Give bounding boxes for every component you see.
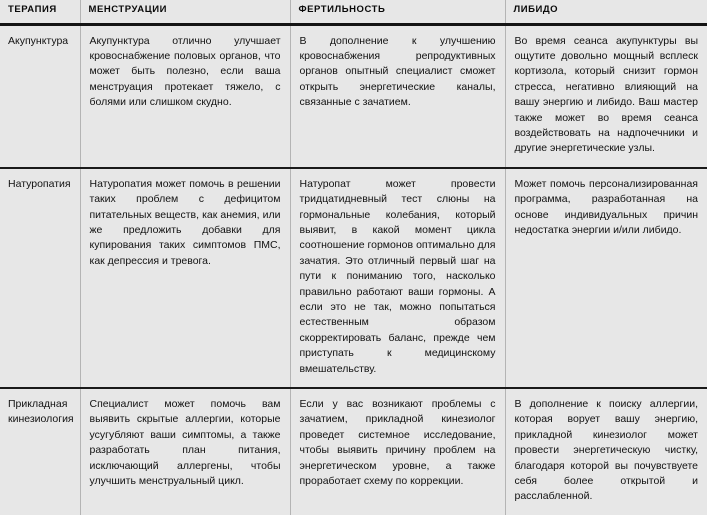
therapy-label: Акупунктура: [8, 34, 69, 47]
libido-text: Может помочь персонализированная программа, разработанная на основе индивидуальных причин недостатка энергии и/или либидо.: [514, 177, 698, 236]
fertility-text: Если у вас возникают проблемы с зачатием, прикладной кинезиолог проведет системное исследование, чтобы выявить причину проблем на энергетическом уровне, а также проработает схему по коррекции.: [299, 398, 496, 488]
cell-fertility: [290, 24, 505, 168]
cell-menstruation: [80, 24, 290, 168]
cell-menstruation: [80, 168, 290, 388]
column-header-fertility: ФЕРТИЛЬНОСТЬ: [290, 0, 505, 24]
cell-libido: [505, 388, 707, 515]
cell-therapy-name: [0, 168, 80, 388]
table-header: [0, 0, 707, 24]
menstruation-text: Акупунктура отлично улучшает кровоснабжение половых органов, что может быть полезно, если ваша менструация протекает тяжело, с болями или слишком скудно.: [89, 34, 281, 109]
cell-fertility: [290, 388, 505, 515]
cell-libido: [505, 24, 707, 168]
cell-fertility: [290, 168, 505, 388]
cell-menstruation: [80, 388, 290, 515]
table-row: [0, 388, 707, 515]
column-header-libido: ЛИБИДО: [505, 0, 707, 24]
table-row: [0, 168, 707, 388]
cell-therapy-name: [0, 388, 80, 515]
therapy-label: Натуропатия: [8, 177, 71, 190]
libido-text: Во время сеанса акупунктуры вы ощутите довольно мощный всплеск кортизола, который снизит гормон стресса, негативно влияющий на вашу энергию и либидо. Ваш мастер также может во время сеанса воздействовать на надпочечники и другие энергетические узлы.: [514, 34, 698, 155]
cell-therapy-name: [0, 24, 80, 168]
fertility-text: В дополнение к улучшению кровоснабжения репродуктивных органов опытный специалист сможет открыть энергетические каналы, связанные с зачатием.: [299, 34, 496, 109]
column-header-menstruation: МЕНСТРУАЦИИ: [80, 0, 290, 24]
fertility-text: Натуропат может провести тридцатидневный тест слюны на гормональные колебания, который выявит, в какой момент цикла соотношение гормонов оптимально для зачатия. Это отличный первый шаг на пути к пониманию того, насколько правильно работают ваши гормоны. А если это не так, можно попытаться естественным образом скорректировать баланс, прежде чем приступать к медицинскому вмешательству.: [299, 177, 496, 375]
menstruation-text: Специалист может помочь вам выявить скрытые аллергии, которые усугубляют ваши симптомы, а также разработать план питания, исключающий аллергены, чтобы улучшить менструальный цикл.: [89, 398, 281, 488]
table-header-row: [0, 0, 707, 24]
table-body: [0, 24, 707, 515]
menstruation-text: Натуропатия может помочь в решении таких проблем с дефицитом питательных веществ, как анемия, или же предложить добавки для купирования таких симптомов ПМС, как депрессия и тревога.: [89, 177, 281, 267]
column-header-therapy: ТЕРАПИЯ: [0, 0, 80, 24]
libido-text: В дополнение к поиску аллергии, которая ворует вашу энергию, прикладной кинезиолог может провести энергетическую чистку, благодаря которой вы почувствуете себя более открытой и расслабленной.: [514, 398, 698, 503]
table-row: [0, 24, 707, 168]
cell-libido: [505, 168, 707, 388]
therapy-label: Прикладная кинезиология: [8, 398, 74, 426]
